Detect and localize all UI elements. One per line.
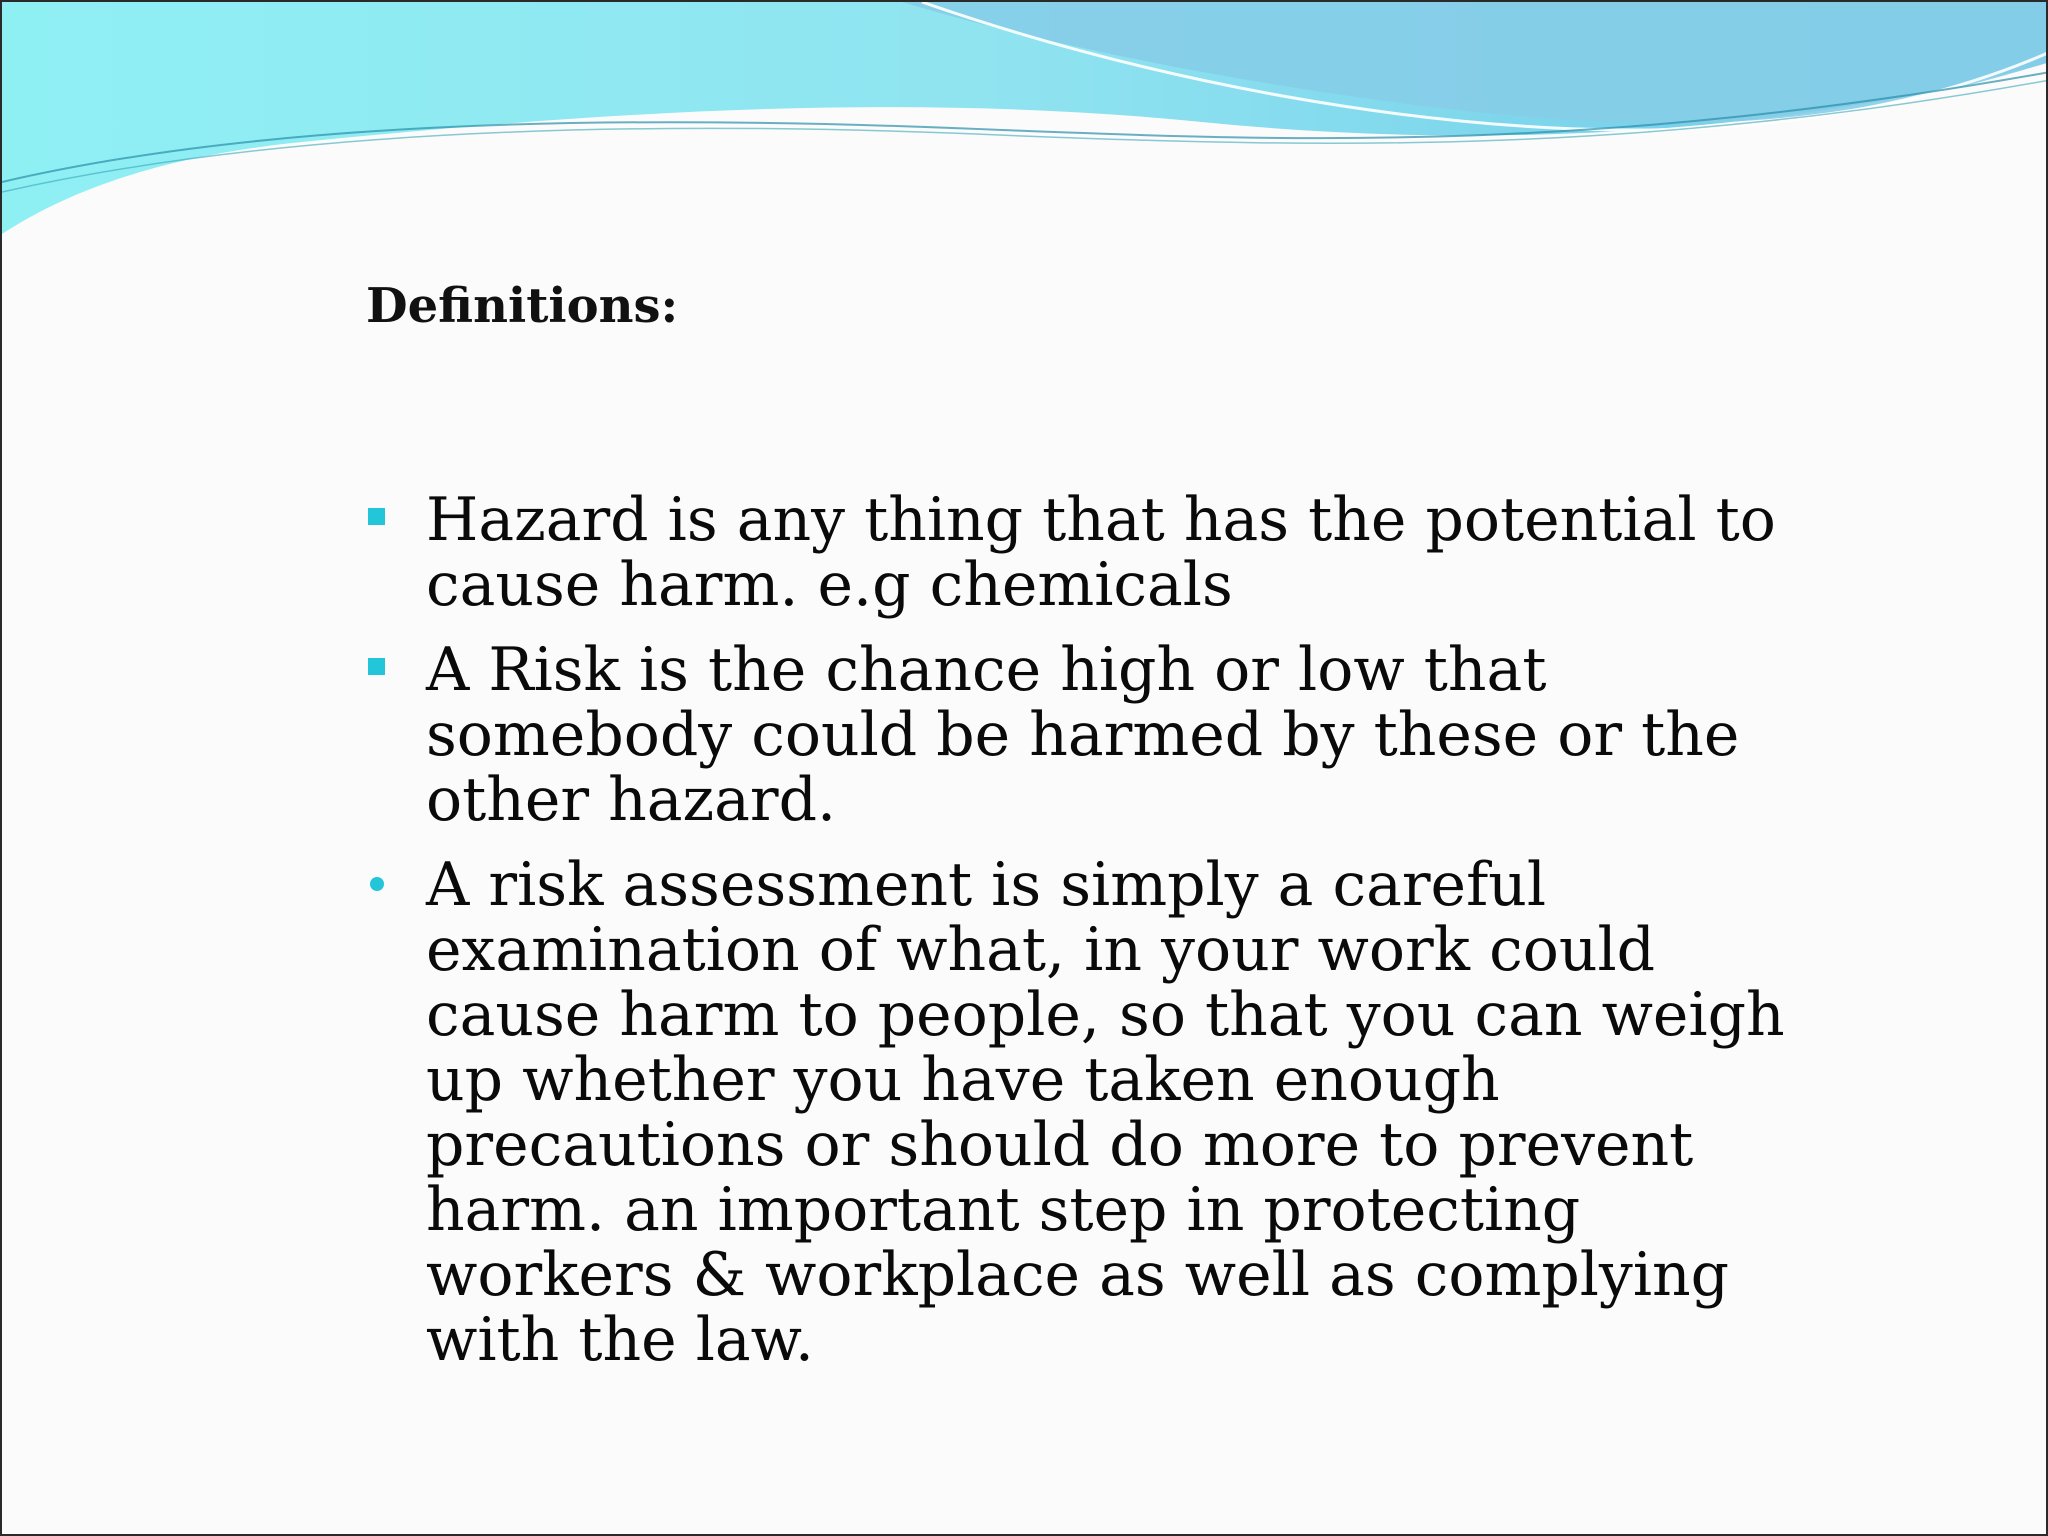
bullet-text: A Risk is the chance high or low that somebody could be harmed by these or the other hazard. (426, 635, 1740, 835)
bullet-text: A risk assessment is simply a careful examination of what, in your work could cause harm to people, so that you can weigh up whether you have taken enough precautions or should do more to prevent harm. an important step in protecting workers & workplace as well as complying with the law. (426, 850, 1785, 1375)
list-item (366, 485, 1786, 620)
slide-title: Definitions: (366, 278, 679, 334)
list-item (366, 635, 1786, 835)
bullet-text: Hazard is any thing that has the potential to cause harm. e.g chemicals (426, 485, 1776, 620)
square-bullet-icon (368, 508, 385, 525)
definitions-list (366, 485, 1786, 1393)
square-bullet-icon (368, 658, 385, 675)
round-bullet-icon (370, 877, 384, 891)
list-item (366, 850, 1786, 1375)
header-wave-decoration (2, 2, 2048, 242)
